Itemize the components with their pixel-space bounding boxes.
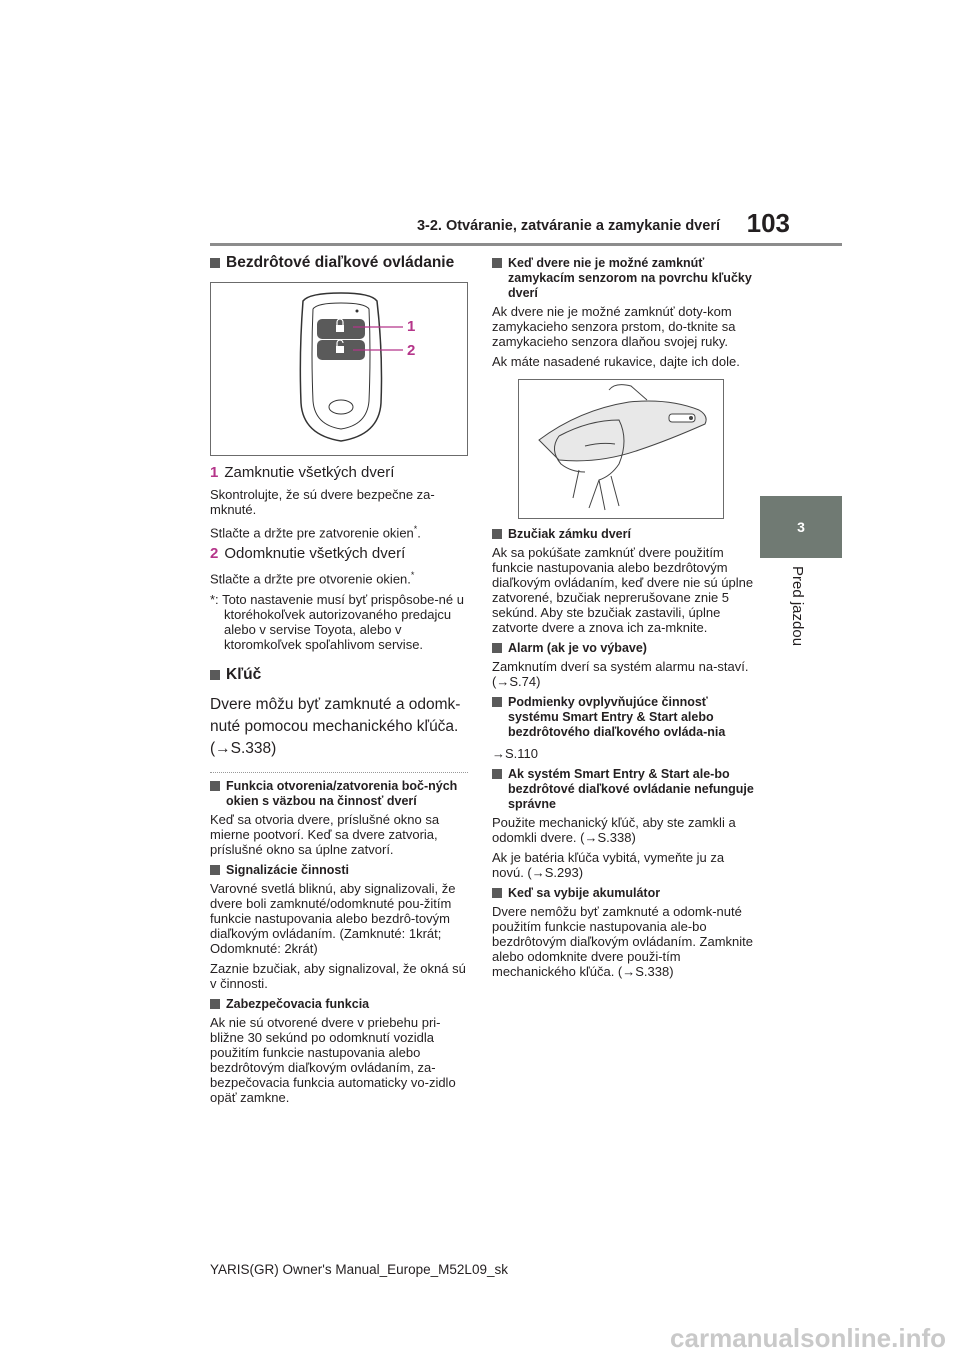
heading-remote: Bezdrôtové diaľkové ovládanie: [210, 254, 468, 272]
right-column: [492, 254, 754, 984]
paragraph: Ak je batéria kľúča vybitá, vymeňte ju za novú. (→S.293): [492, 850, 725, 880]
left-column: [210, 254, 468, 1110]
subheading: Keď sa vybije akumulátor: [492, 886, 754, 901]
square-bullet-icon: [492, 643, 502, 653]
paragraph: Skontrolujte, že sú dvere bezpečne za-mknuté.: [210, 487, 435, 517]
key-fob-icon: [211, 283, 467, 455]
subheading: Ak systém Smart Entry & Start ale-bo bezdrôtové diaľkové ovládanie nefunguje správne: [492, 767, 754, 812]
chapter-tab[interactable]: [760, 496, 842, 558]
paragraph: Varovné svetlá bliknú, aby signalizovali, že dvere boli zamknuté/odomknuté pou-žitím funkcie nastupovania alebo bezdrô-tovým diaľkovým ovládaním. (Zamknuté: 1krát; Odomknuté: 2krát): [210, 880, 456, 956]
paragraph: Dvere môžu byť zamknuté a odomk-nuté pomocou mechanického kľúča. (→S.338): [210, 695, 461, 757]
paragraph: Dvere nemôžu byť zamknuté a odomk-nuté použitím funkcie nastupovania ale-bo bezdrôtovým diaľkovým ovládaním. Zamknite alebo odomknite dvere použi-tím mechanického kľúča. (→S.338): [492, 904, 754, 979]
footnote: *: Toto nastavenie musí byť prispôsobe-né u ktoréhokoľvek autorizovaného predajcu alebo v servise Toyota, alebo v ktoromkoľvek spoľahlivom servise.: [210, 591, 464, 652]
square-bullet-icon: [210, 999, 220, 1009]
paragraph: Ak sa pokúšate zamknúť dvere použitím funkcie nastupovania alebo bezdrôtovým diaľkovým ovládaním, keď dvere nie sú úplne zatvorené, bzučiak neprerušovane znie 5 sekúnd. Aby ste bzučiak zastavili, úplne zatvorte dvere a znova ich za-mknite.: [492, 545, 754, 635]
chapter-label: Pred jazdou: [789, 566, 806, 647]
heading-key: Kľúč: [210, 666, 468, 684]
page-reference-link[interactable]: →S.110: [492, 746, 539, 761]
paragraph: Ak máte nasadené rukavice, dajte ich dole.: [492, 354, 740, 369]
subheading: Bzučiak zámku dverí: [492, 527, 754, 542]
subheading: Keď dvere nie je možné zamknúť zamykacím senzorom na povrchu kľučky dverí: [492, 256, 754, 301]
hand-on-door-handle-icon: [519, 380, 723, 518]
watermark: carmanualsonline.info: [670, 1323, 946, 1353]
door-handle-figure: [518, 379, 724, 519]
subheading: Alarm (ak je vo výbave): [492, 641, 754, 656]
paragraph: Stlačte a držte pre otvorenie okien.*: [210, 570, 415, 587]
page-number: 103: [746, 208, 790, 238]
callout-2: 2: [407, 342, 416, 359]
subheading: Podmienky ovplyvňujúce činnosť systému Smart Entry & Start alebo bezdrôtového diaľkového ovláda-nia: [492, 695, 754, 740]
section-title: 3-2. Otváranie, zatváranie a zamykanie dverí: [416, 218, 720, 234]
callout-1: 1: [407, 318, 416, 335]
square-bullet-icon: [492, 529, 502, 539]
paragraph: Keď sa otvoria dvere, príslušné okno sa mierne pootvorí. Keď sa dvere zatvoria, príslušné okno sa úplne zatvorí.: [210, 811, 440, 857]
subheading: Zabezpečovacia funkcia: [210, 997, 468, 1012]
paragraph: Ak nie sú otvorené dvere v priebehu pri-bližne 30 sekúnd po odomknutí vozidla použitím funkcie nastupovania alebo bezdrôtovým diaľkovým ovládaním, za-bezpečovacia funkcia automaticky vo-zidlo opäť zamkne.: [210, 1014, 456, 1105]
paragraph: Použite mechanický kľúč, aby ste zamkli a odomkli dvere. (→S.338): [492, 815, 736, 845]
step-unlock-all: 2 Odomknutie všetkých dverí: [210, 545, 406, 563]
square-bullet-icon: [492, 697, 502, 707]
square-bullet-icon: [210, 670, 220, 680]
square-bullet-icon: [492, 888, 502, 898]
footer: YARIS(GR) Owner's Manual_Europe_M52L09_sk: [210, 1262, 508, 1277]
paragraph: Zaznie bzučiak, aby signalizoval, že okná sú v činnosti.: [210, 960, 466, 991]
header-rule: [210, 243, 842, 246]
square-bullet-icon: [492, 258, 502, 268]
page-reference-link[interactable]: (→S.338): [210, 739, 277, 757]
paragraph: Zamknutím dverí sa systém alarmu na-staví. (→S.74): [492, 659, 749, 689]
paragraph: Stlačte a držte pre zatvorenie okien*.: [210, 524, 421, 541]
paragraph: Ak dvere nie je možné zamknúť doty-kom zamykacieho senzora prstom, do-tknite sa zamykacieho senzora dlaňou svojej ruky.: [492, 304, 736, 349]
key-fob-figure: [210, 282, 468, 456]
square-bullet-icon: [210, 865, 220, 875]
square-bullet-icon: [210, 258, 220, 268]
square-bullet-icon: [210, 781, 220, 791]
square-bullet-icon: [492, 769, 502, 779]
step-lock-all: 1 Zamknutie všetkých dverí: [210, 464, 395, 481]
subheading: Signalizácie činnosti: [210, 863, 468, 878]
subheading: Funkcia otvorenia/zatvorenia boč-ných okien s väzbou na činnosť dverí: [210, 779, 468, 809]
chapter-number: 3: [797, 519, 805, 535]
divider: [210, 772, 468, 773]
